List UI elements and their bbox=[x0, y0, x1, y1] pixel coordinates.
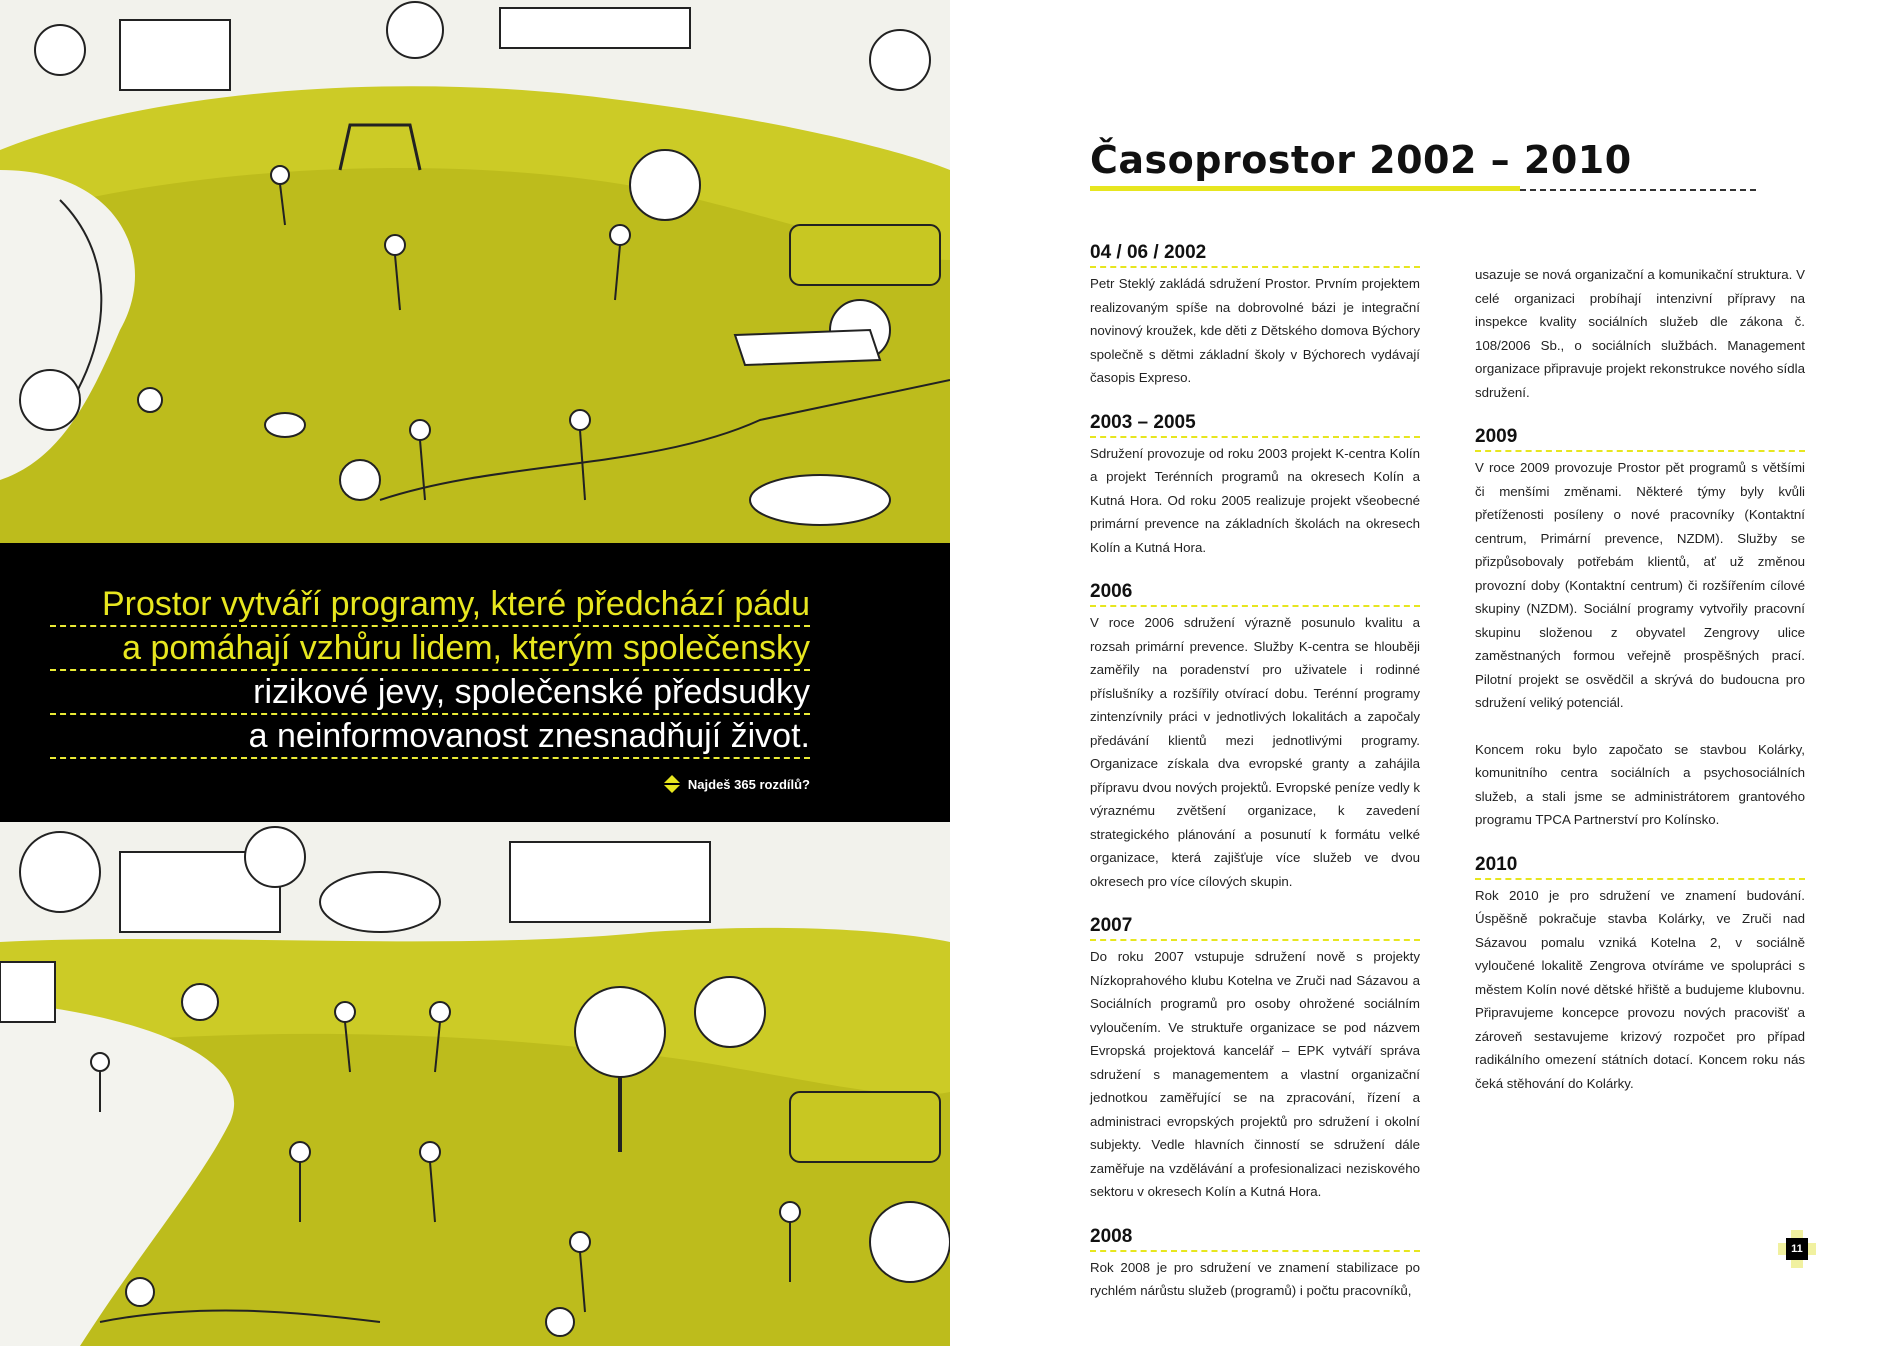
title-underline-accent bbox=[1090, 186, 1520, 191]
quote-text bbox=[50, 583, 810, 759]
section-text-2: Koncem roku bylo započato se stavbou Kolárky, komunitního centra sociálních a psychosociálních služeb, a stali jsme se administrátorem grantového programu TPCA Partnerství pro Kolínsko. bbox=[1475, 741, 1805, 827]
quote-line-3: rizikové jevy, společenské předsudky bbox=[50, 671, 810, 715]
section-heading: 2003 – 2005 bbox=[1090, 410, 1420, 438]
section-2009 bbox=[1475, 424, 1805, 832]
section-heading: 2009 bbox=[1475, 424, 1805, 452]
title-underline-dashed bbox=[1520, 189, 1756, 191]
quote-line-2: a pomáhají vzhůru lidem, kterým společensky bbox=[50, 627, 810, 671]
section-2008 bbox=[1090, 1224, 1420, 1303]
section-text: Rok 2008 je pro sdružení ve znamení stabilizace po rychlém nárůstu služeb (programů) i počtu pracovníků, bbox=[1090, 1259, 1420, 1298]
section-text: Rok 2010 je pro sdružení ve znamení budování. Úspěšně pokračuje stavba Kolárky, ve Zruči nad Sázavou pomalu vzniká Kotelna 2, v sociálně vyloučené lokalitě Zengrova otvíráme ve spolupráci s městem Kolín nové dětské hřiště a budujeme klubovnu. Připravujeme koncepce provozu nových pracovišť a zároveň sestavujeme krizový rozpočet pro případ radikálního omezení státních dotací. Koncem roku nás čeká stěhování do Kolárky. bbox=[1475, 887, 1805, 1091]
section-heading: 2006 bbox=[1090, 579, 1420, 607]
park-illustration-bottom bbox=[0, 822, 950, 1346]
section-heading: 04 / 06 / 2002 bbox=[1090, 240, 1420, 268]
section-text: V roce 2009 provozuje Prostor pět programů s většími či menšími změnami. Některé týmy byly kvůli přetíženosti posíleny o nové pracovníky (Kontaktní centrum, Primární prevence, NZDM). Služby se přizpůsobovaly potřebám klientů, ať už změnou provozní doby (Kontaktní centrum) či rozšířením cílové skupiny (NZDM). Sociální programy vytvořily pracovní skupinu složenou z obyvatel Zengrovy ulice zaměstnaných formou veřejně prospěšných prací. Pilotní projekt se osvědčil a skrývá do budoucna pro sdružení veliký potenciál. bbox=[1475, 460, 1805, 710]
right-page bbox=[950, 0, 1890, 1346]
column-1 bbox=[1090, 240, 1420, 1323]
section-text: Petr Steklý zakládá sdružení Prostor. Prvním projektem realizovaným spíše na dobrovolné bázi je integrační novinový kroužek, kde děti z Dětského domova Býchory společně s dětmi základní školy v Býchorech vydávají časopis Expreso. bbox=[1090, 276, 1420, 385]
section-heading: 2008 bbox=[1090, 1224, 1420, 1252]
find-differences bbox=[664, 775, 810, 793]
column-2 bbox=[1475, 263, 1805, 1115]
page-number: 11 bbox=[1786, 1238, 1808, 1260]
section-text: Sdružení provozuje od roku 2003 projekt K-centra Kolín a projekt Terénních programů na okresech Kolín a Kutná Hora. Od roku 2005 realizuje projekt všeobecné primární prevence na základních školách na okresech Kolín a Kutná Hora. bbox=[1090, 445, 1420, 555]
section-2007 bbox=[1090, 913, 1420, 1204]
quote-line-1: Prostor vytváří programy, které předchází pádu bbox=[50, 583, 810, 627]
section-2003-2005 bbox=[1090, 410, 1420, 560]
quote-banner bbox=[0, 543, 950, 822]
section-heading: 2007 bbox=[1090, 913, 1420, 941]
section-2006 bbox=[1090, 579, 1420, 893]
quote-line-4: a neinformovanost znesnadňují život. bbox=[50, 715, 810, 759]
section-2008-continued: usazuje se nová organizační a komunikační struktura. V celé organizaci probíhají intenzivní přípravy na inspekce kvality sociálních služeb dle zákona č. 108/2006 Sb., o sociálních službách. Management organizace připravuje projekt rekonstrukce nového sídla sdružení. bbox=[1475, 267, 1805, 400]
page-title: Časoprostor 2002 – 2010 bbox=[1090, 138, 1632, 182]
up-down-arrows-icon bbox=[664, 775, 680, 793]
find-differences-label: Najdeš 365 rozdílů? bbox=[687, 776, 810, 792]
section-heading: 2010 bbox=[1475, 852, 1805, 880]
section-2002 bbox=[1090, 240, 1420, 390]
section-text: V roce 2006 sdružení výrazně posunulo kvalitu a rozsah primární prevence. Služby K-centra se hlouběji zaměřily na poradenství pro uživatele i rodinné příslušníky a rozšířily otvírací dobu. Terénní programy zintenzívnily práci v jednotlivých lokalitách a započaly předávání klientů mezi jednotlivými programy. Organizace získala dva evropské granty a zahájila přípravu dvou nových projektů. Evropské peníze vedly k výraznému zvětšení organizace, k zavedení strategického plánování a posunutí k formátu velké organizace, která zajišťuje více služeb ve dvou okresech pro více cílových skupin. bbox=[1090, 615, 1420, 889]
park-illustration-top bbox=[0, 0, 950, 543]
section-2010 bbox=[1475, 852, 1805, 1096]
section-text: Do roku 2007 vstupuje sdružení nově s projekty Nízkoprahového klubu Kotelna ve Zruči nad Sázavou a Sociálních programů pro osoby ohrožené sociálním vyloučením. Ve struktuře organizace se pod názvem Evropská projektová kancelář – EPK vytváří správa sdružení s managementem a vlastní organizační jednotkou zaměřující se na zpracování, řízení a administraci evropských projektů pro sdružení i okolní subjekty. Vedle hlavních činností se sdružení dále zaměřuje na vzdělávání a profesionalizaci neziskového sektoru v okresech Kolín a Kutná Hora. bbox=[1090, 949, 1420, 1199]
